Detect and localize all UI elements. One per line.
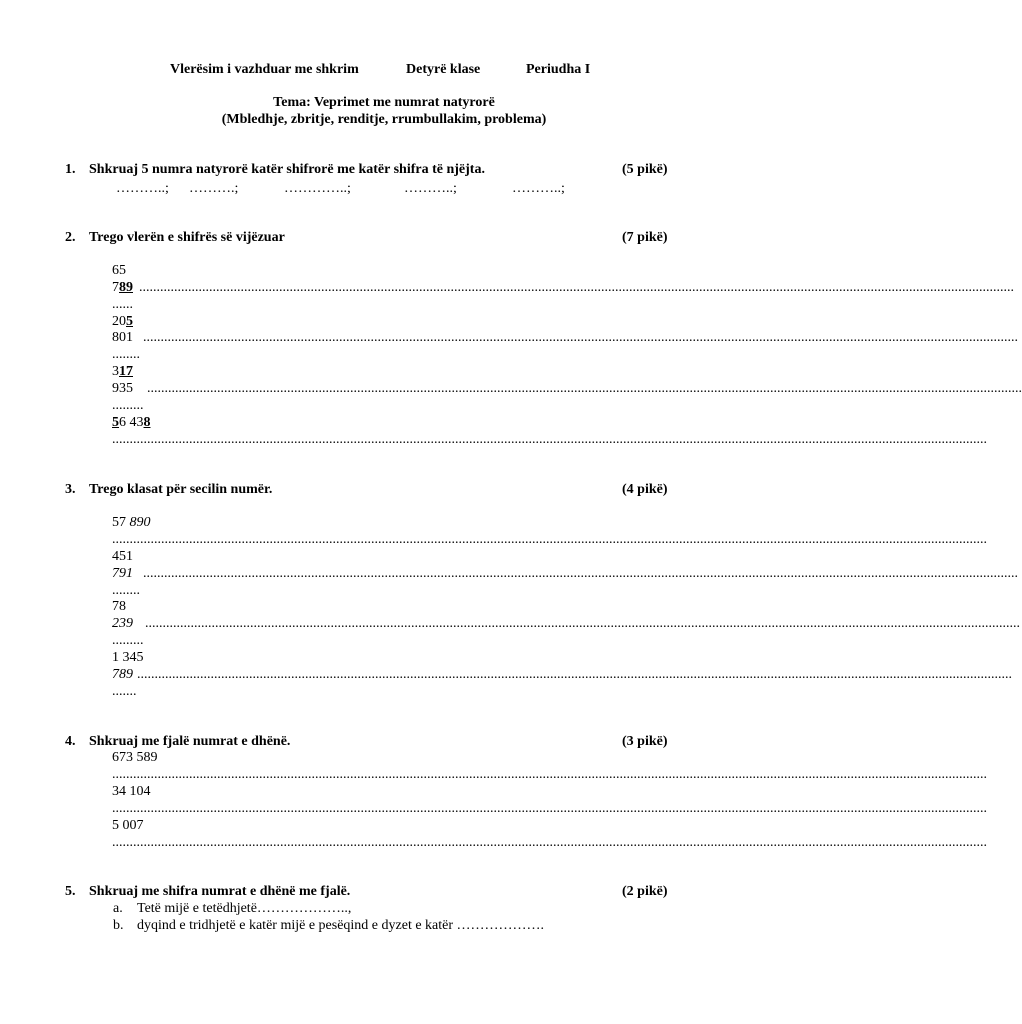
q1-number: 1. [65,162,76,177]
answer-line: .......................................................................................................................................................................................................................................................... [143,566,1018,581]
q2-c-line2: 935 [112,381,133,396]
answer-line: .......................................................................................................................................................................................................................................................... [139,280,1014,295]
q5-points: (2 pikë) [622,884,668,899]
q3-points: (4 pikë) [622,482,668,497]
q1-blank: ………..; [404,181,457,196]
q4-text: Shkruaj me fjalë numrat e dhënë. [89,734,291,749]
q3-d-line2: 789 [112,667,133,682]
answer-line: .......................................................................................................................................................................................................................................................... [143,330,1018,345]
q1-blank: ……….; [189,181,239,196]
theme-title: Tema: Veprimet me numrat natyrorë [273,95,495,110]
q4-item: 5 007 [112,818,144,833]
q2-b-line1: 205 [112,314,133,329]
q4-number: 4. [65,734,76,749]
answer-line: .......................................................................................................................................................................................................................................................... [137,667,1012,682]
answer-line: .......................................................................................................................................................................................................................................................... [145,616,1020,631]
q2-c-line1: 317 [112,364,133,379]
q3-b-line2: 791 [112,566,133,581]
q5-b-label: b. [113,918,124,933]
q2-a-line1: 65 [112,263,126,278]
q2-a-line2: 789 [112,280,133,295]
q1-blank: ………..; [512,181,565,196]
q4-item: 34 104 [112,784,151,799]
underlined-digit: 5 [126,314,133,329]
theme-subtitle: (Mbledhje, zbritje, renditje, rrumbullakim, problema) [221,112,547,127]
q4-points: (3 pikë) [622,734,668,749]
q3-text: Trego klasat për secilin numër. [89,482,273,497]
underlined-digit: 17 [119,364,133,379]
q3-c-line1: 78 [112,599,126,614]
q3-d-tail: ....... [112,684,137,699]
q3-d-line1: 1 345 [112,650,144,665]
answer-line: .......................................................................................................................................................................................................................................................... [112,532,987,547]
q2-points: (7 pikë) [622,230,668,245]
answer-line: .......................................................................................................................................................................................................................................................... [112,432,987,447]
q3-c-tail: ......... [112,633,144,648]
q1-blank: ………..; [116,181,169,196]
q5-b-text: dyqind e tridhjetë e katër mijë e pesëqind e dyzet e katër ………………. [137,918,545,933]
q5-a-label: a. [113,901,123,916]
header-title-1: Vlerësim i vazhduar me shkrim [170,62,359,77]
q2-a-tail: ...... [112,297,133,312]
answer-line: .......................................................................................................................................................................................................................................................... [112,835,987,850]
q5-number: 5. [65,884,76,899]
header-title-3: Periudha I [526,62,591,77]
q2-number: 2. [65,230,76,245]
answer-line: .......................................................................................................................................................................................................................................................... [112,801,987,816]
q5-text: Shkruaj me shifra numrat e dhënë me fjalë. [89,884,351,899]
answer-line: .......................................................................................................................................................................................................................................................... [147,381,1022,396]
q2-b-line2: 801 [112,330,133,345]
answer-line: .......................................................................................................................................................................................................................................................... [112,767,987,782]
underlined-digit: 8 [143,415,151,430]
q1-text: Shkruaj 5 numra natyrorë katër shifrorë me katër shifra të njëjta. [89,162,485,177]
q1-points: (5 pikë) [622,162,668,177]
q3-number: 3. [65,482,76,497]
q3-b-tail: ........ [112,583,140,598]
q2-d-line1: 56 438 [112,415,151,430]
underlined-digit: 5 [112,415,119,430]
q1-blank: …………..; [284,181,351,196]
q3-c-line2: 239 [112,616,133,631]
underlined-digit: 89 [119,280,133,295]
q3-a-line1: 57 890 [112,515,151,530]
q3-b-line1: 451 [112,549,133,564]
q2-b-tail: ........ [112,347,140,362]
q2-c-tail: ......... [112,398,144,413]
q4-item: 673 589 [112,750,158,765]
header-title-2: Detyrë klase [406,62,481,77]
q5-a-text: Tetë mijë e tetëdhjetë……………….., [137,901,352,916]
q2-text: Trego vlerën e shifrës së vijëzuar [89,230,285,245]
